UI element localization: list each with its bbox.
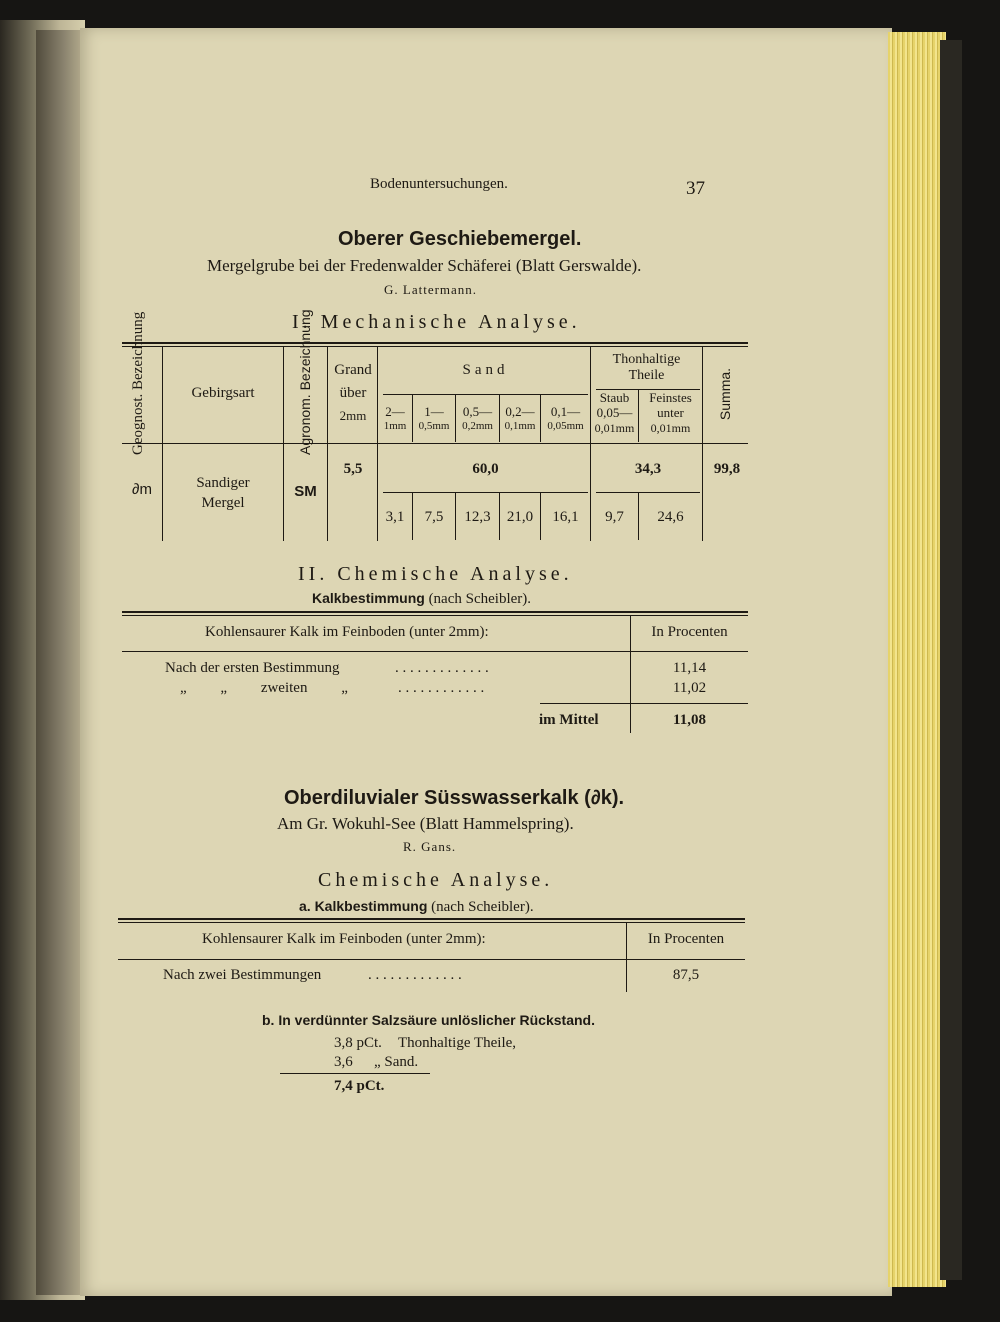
book-cover-edge bbox=[940, 40, 962, 1280]
sand-fraction-3-bottom: 0,2mm bbox=[462, 420, 493, 432]
sand-fraction-4-bottom: 0,1mm bbox=[504, 420, 536, 432]
kalk-header-unit-2: In Procenten bbox=[647, 931, 725, 947]
thon-staub-range: 0,05— bbox=[596, 405, 633, 420]
page-edges bbox=[888, 32, 946, 1287]
sand-fraction-1-bottom: 1mm bbox=[383, 420, 407, 432]
page-number: 37 bbox=[686, 178, 705, 199]
table-rule bbox=[122, 611, 748, 613]
sand-fraction-2-top: 1— bbox=[424, 404, 444, 419]
chemical-subheading-a bbox=[299, 898, 534, 916]
kalk-row-value-2: 87,5 bbox=[672, 967, 700, 983]
kalk-row-2-label: „ „ zweiten „ bbox=[180, 680, 348, 696]
section-title: Oberer Geschiebemergel. bbox=[338, 228, 582, 250]
cell-gebirgsart-1: Sandiger bbox=[196, 475, 250, 491]
cell-gebirgsart-2: Mergel bbox=[201, 495, 245, 511]
kalk-row-2-value: 11,02 bbox=[672, 680, 707, 696]
sum-rule bbox=[280, 1073, 430, 1074]
sand-fraction-5-bottom: 0,05mm bbox=[547, 420, 584, 432]
table-rule bbox=[118, 918, 745, 920]
cell-geognost: ∂m bbox=[132, 481, 152, 498]
col-header-summa: Summa. bbox=[717, 367, 733, 421]
table-rule bbox=[122, 342, 748, 344]
cell-sand-2: 7,5 bbox=[424, 509, 444, 525]
sand-fraction-3-top: 0,5— bbox=[462, 404, 493, 419]
scheibler-label: (nach Scheibler). bbox=[428, 591, 532, 607]
table-rule bbox=[383, 394, 588, 395]
kalkbestimmung-label: Kalkbestimmung bbox=[312, 590, 425, 606]
cell-thon-staub: 9,7 bbox=[605, 509, 624, 525]
thon-staub: Staub bbox=[599, 390, 630, 405]
residue-2-value: 3,6 bbox=[334, 1054, 353, 1070]
cell-agronom: SM bbox=[294, 483, 317, 500]
cell-thon-feinstes: 24,6 bbox=[657, 509, 684, 525]
col-header-grand-ueber: über bbox=[339, 385, 367, 401]
kalk-header-unit: In Procenten bbox=[651, 624, 728, 640]
thon-feinstes-size: 0,01mm bbox=[650, 421, 691, 435]
sand-fraction-5-top: 0,1— bbox=[550, 404, 581, 419]
table-rule bbox=[702, 346, 703, 541]
kalk-header-label-2: Kohlensaurer Kalk im Feinboden (unter 2mm): bbox=[202, 931, 486, 947]
sand-fraction-1-top: 2— bbox=[385, 404, 405, 419]
table-rule bbox=[540, 703, 748, 704]
kalk-row-label-2: Nach zwei Bestimmungen bbox=[163, 967, 322, 983]
thon-feinstes: Feinstes bbox=[649, 390, 692, 405]
thon-feinstes-unter: unter bbox=[657, 405, 684, 420]
col-header-grand: Grand bbox=[334, 362, 372, 378]
sample-location: Mergelgrube bei der Fredenwalder Schäferei (Blatt Gerswalde). bbox=[207, 256, 642, 275]
col-header-thon: Thonhaltige bbox=[612, 352, 681, 367]
residue-1-label: Thonhaltige Theile, bbox=[398, 1035, 517, 1051]
cell-thon-total: 34,3 bbox=[634, 461, 662, 477]
residue-1-value: 3,8 pCt. bbox=[334, 1035, 382, 1051]
table-rule bbox=[122, 443, 748, 444]
kalk-row-1-value: 11,14 bbox=[672, 660, 707, 676]
scheibler-label-a: (nach Scheibler). bbox=[431, 899, 534, 915]
kalkbestimmung-label-a: a. Kalkbestimmung bbox=[299, 898, 428, 914]
table-rule bbox=[122, 651, 748, 652]
kalk-row-1-label: Nach der ersten Bestimmung bbox=[165, 660, 340, 676]
table-rule bbox=[118, 922, 745, 923]
residue-2-label: „ Sand. bbox=[374, 1054, 419, 1070]
cell-sand-total: 60,0 bbox=[472, 461, 499, 477]
cell-sand-3: 12,3 bbox=[464, 509, 491, 525]
cell-summa: 99,8 bbox=[713, 461, 741, 477]
sand-fraction-4-top: 0,2— bbox=[505, 404, 535, 419]
col-header-grand-size: 2mm bbox=[339, 408, 367, 423]
kalk-header-label: Kohlensaurer Kalk im Feinboden (unter 2mm): bbox=[205, 624, 489, 640]
analyst-name: G. Lattermann. bbox=[384, 282, 478, 297]
sample-location-2: Am Gr. Wokuhl-See (Blatt Hammelspring). bbox=[277, 814, 574, 833]
running-title: Bodenuntersuchungen. bbox=[370, 176, 508, 192]
col-header-gebirgsart: Gebirgsart bbox=[191, 385, 255, 401]
chemical-analysis-heading-2: Chemische Analyse. bbox=[318, 869, 554, 891]
cell-sand-5: 16,1 bbox=[552, 509, 579, 525]
residue-total: 7,4 pCt. bbox=[334, 1078, 385, 1094]
table-rule bbox=[122, 615, 748, 616]
sand-fraction-2-bottom: 0,5mm bbox=[418, 420, 450, 432]
kalk-mean-label: im Mittel bbox=[539, 712, 599, 728]
kalk-mean-value: 11,08 bbox=[673, 712, 706, 728]
table-rule bbox=[118, 959, 745, 960]
thon-staub-size: 0,01mm bbox=[594, 421, 635, 435]
col-header-geognost: Geognost. Bezeichnung bbox=[130, 311, 146, 455]
section-title-2: Oberdiluvialer Süsswasserkalk (∂k). bbox=[284, 787, 625, 809]
analyst-name-2: R. Gans. bbox=[403, 839, 457, 854]
chemical-analysis-heading: II. Chemische Analyse. bbox=[298, 563, 573, 585]
mechanical-analysis-heading: I. Mechanische Analyse. bbox=[292, 311, 581, 333]
col-header-sand: Sand bbox=[462, 362, 509, 378]
residue-subheading: b. In verdünnter Salzsäure unlöslicher Rückstand. bbox=[262, 1012, 595, 1028]
table-rule bbox=[122, 346, 748, 347]
book-spine bbox=[36, 30, 84, 1295]
col-header-thon-theile: Theile bbox=[628, 368, 665, 383]
cell-grand: 5,5 bbox=[343, 461, 363, 477]
cell-sand-1: 3,1 bbox=[385, 509, 405, 525]
table-rule bbox=[383, 492, 588, 493]
kalk-row-dots-2: . . . . . . . . . . . . . bbox=[368, 967, 462, 983]
kalk-row-1-dots: . . . . . . . . . . . . . bbox=[395, 660, 489, 676]
table-rule bbox=[283, 346, 284, 541]
col-header-agronom: Agronom. Bezeichnung bbox=[297, 309, 313, 455]
chemical-subheading bbox=[312, 590, 531, 608]
cell-sand-4: 21,0 bbox=[506, 509, 534, 525]
table-rule bbox=[596, 492, 700, 493]
kalk-row-2-dots: . . . . . . . . . . . . bbox=[398, 680, 485, 696]
